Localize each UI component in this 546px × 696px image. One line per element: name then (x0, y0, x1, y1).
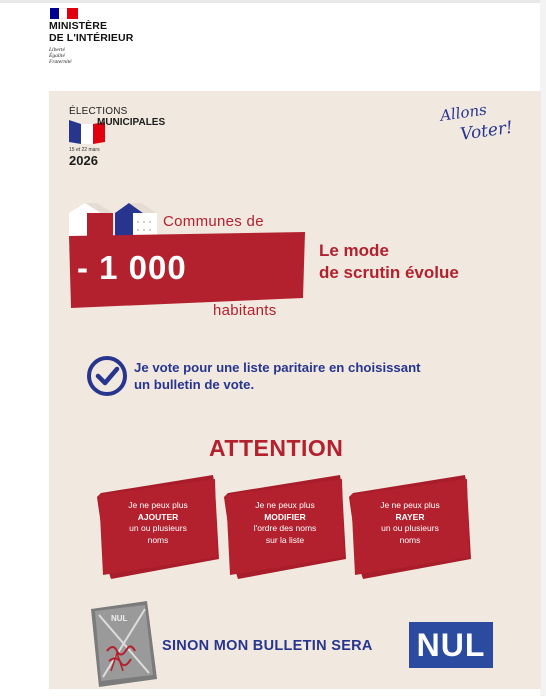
slogan-line-2: Voter! (459, 117, 515, 145)
card-rayer-intro: Je ne peux plus (380, 500, 440, 510)
card-ajouter-keyword: AJOUTER (137, 511, 179, 522)
sinon-text: SINON MON BULLETIN SERA (162, 638, 373, 654)
republic-motto (49, 47, 72, 66)
marianne-flag-icon (50, 8, 78, 19)
communes-label: Communes de (163, 213, 264, 230)
slogan-line-1: Allons (439, 100, 488, 125)
mode-line-1: Le mode (319, 241, 389, 260)
card-rayer (347, 475, 473, 579)
ministry-name (49, 21, 133, 44)
card-modifier-rest-2: sur la liste (265, 534, 305, 545)
card-ajouter-rest-1: un ou plusieurs (129, 523, 187, 533)
card-ajouter-intro: Je ne peux plus (128, 500, 188, 510)
card-rayer-keyword: RAYER (395, 511, 425, 522)
municipales-label: MUNICIPALES (97, 117, 166, 128)
card-modifier-keyword: MODIFIER (264, 511, 306, 522)
attention-heading: ATTENTION (209, 435, 344, 461)
card-rayer-rest-1: un ou plusieurs (381, 523, 439, 533)
ministry-line-1: MINISTÈRE (49, 20, 108, 32)
election-poster (49, 91, 541, 689)
card-modifier-text (222, 500, 348, 546)
card-modifier-intro: Je ne peux plus (255, 500, 315, 510)
card-modifier (222, 475, 348, 579)
election-dates: 15 et 22 mars (69, 147, 100, 153)
ballot-nul-label: NUL (111, 614, 128, 623)
motto-egalite: Égalité (49, 53, 65, 60)
card-rayer-text (347, 500, 473, 546)
election-year: 2026 (69, 153, 98, 168)
top-border (0, 0, 546, 3)
null-ballot-icon (87, 599, 159, 689)
vote-line-2: un bulletin de vote. (134, 377, 255, 392)
card-rayer-rest-2: noms (399, 534, 421, 545)
vote-line-1: Je vote pour une liste paritaire en choisissant (134, 360, 421, 375)
check-circle-icon (86, 355, 128, 397)
ministry-line-2: DE L'INTÉRIEUR (49, 31, 134, 44)
card-ajouter (95, 475, 221, 579)
population-threshold: - 1 000 (77, 249, 187, 286)
mode-line-2: de scrutin évolue (319, 263, 459, 282)
card-modifier-rest-1: l'ordre des noms (253, 523, 317, 533)
motto-liberte: Liberté (49, 47, 65, 53)
nul-badge: NUL (409, 622, 493, 668)
allons-voter-slogan (437, 100, 515, 155)
mode-scrutin-headline (319, 240, 459, 284)
vote-instruction (134, 359, 421, 393)
elections-title: ÉLECTIONS (69, 106, 128, 117)
motto-fraternite: Fraternité (49, 59, 72, 66)
card-ajouter-text (95, 500, 221, 546)
card-ajouter-rest-2: noms (147, 534, 169, 545)
habitants-label: habitants (213, 302, 277, 319)
